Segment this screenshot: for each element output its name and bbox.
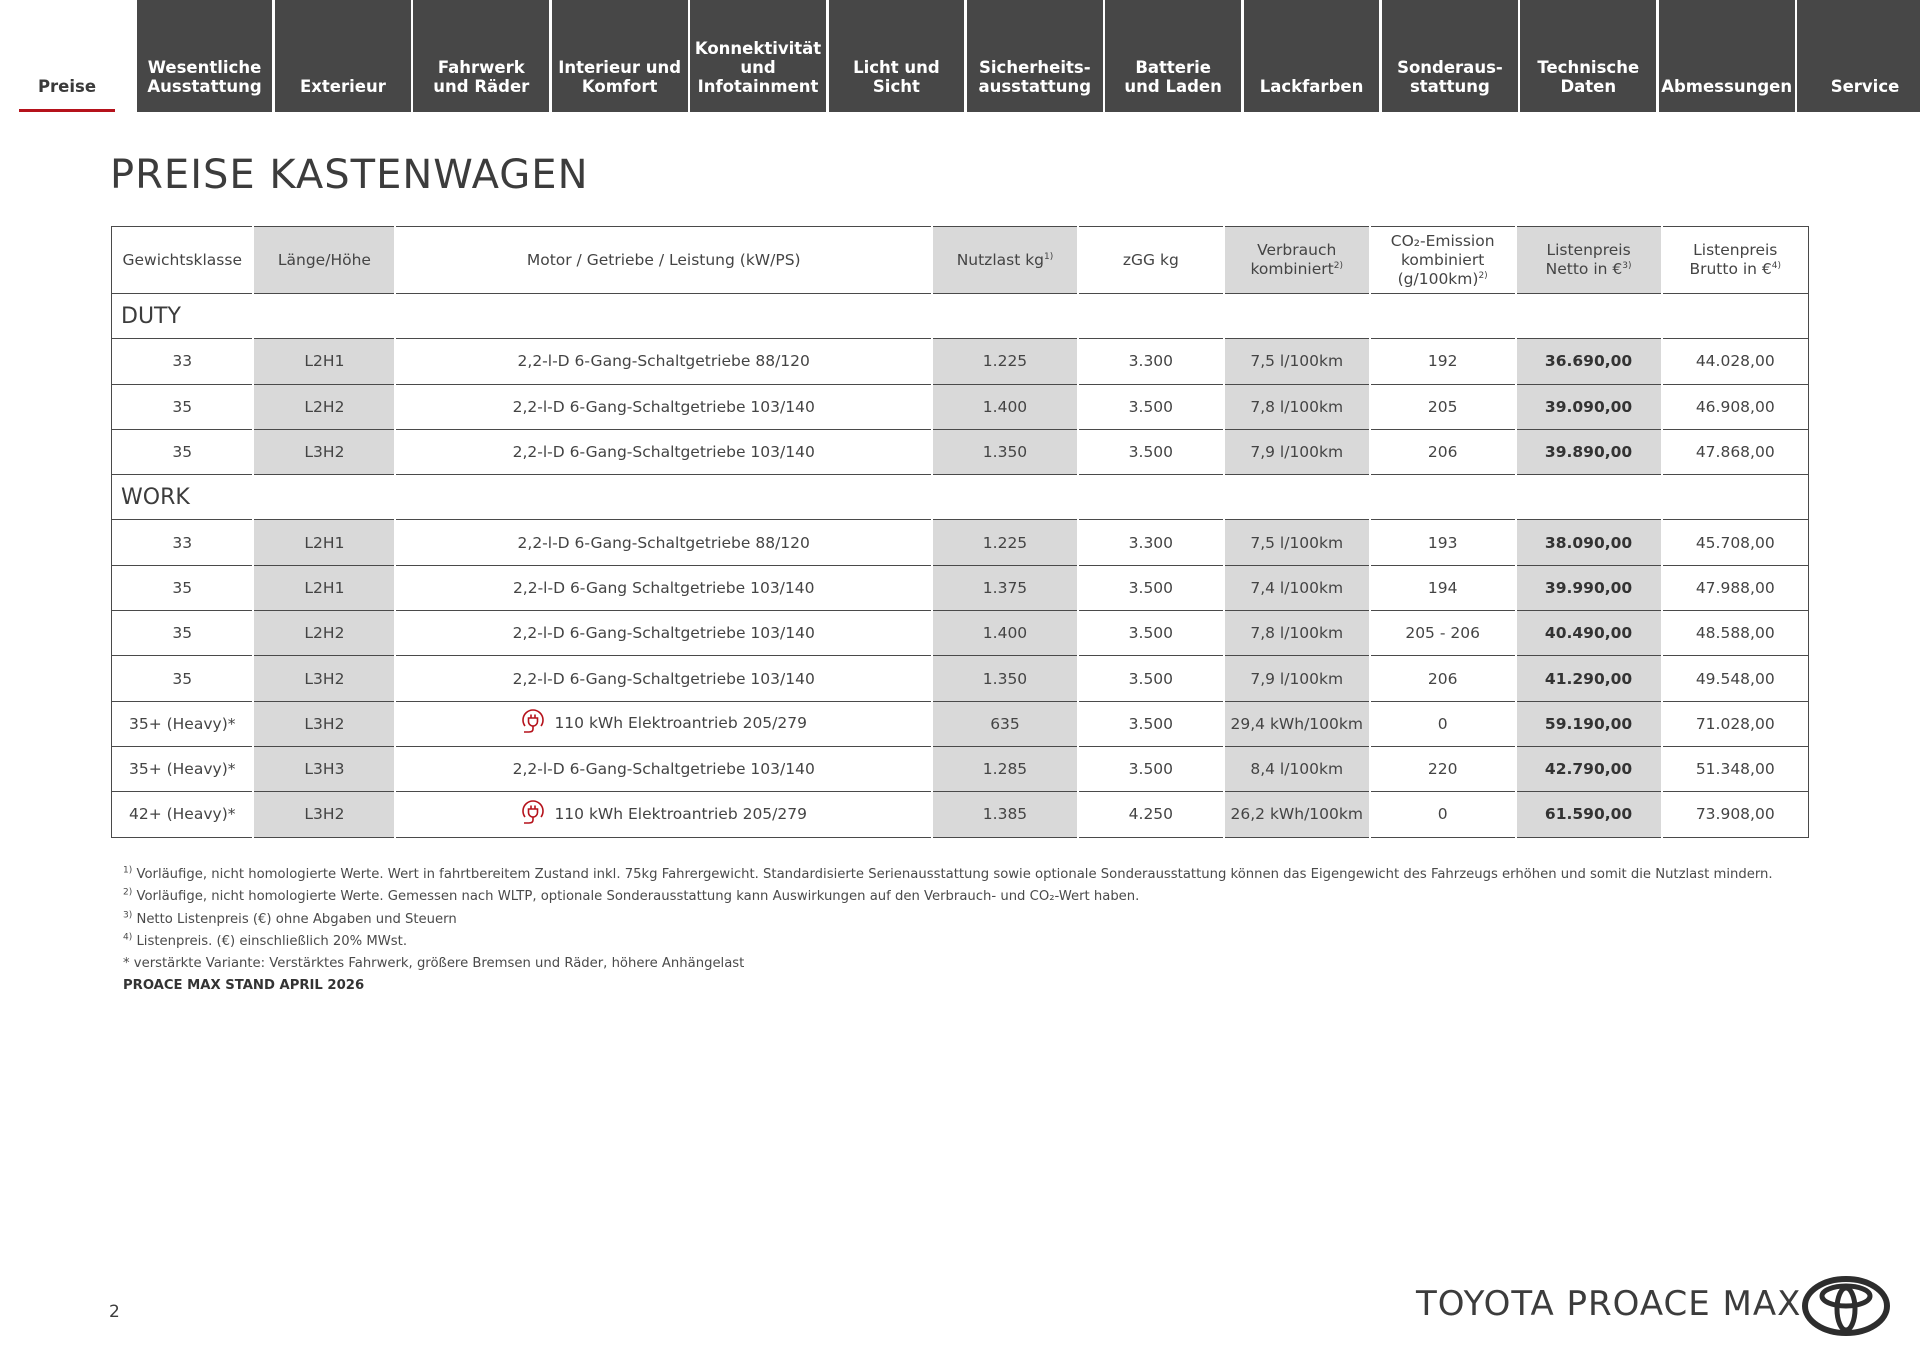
table-row: [112, 384, 1809, 429]
cell-listenpreis-brutto: 47.868,00: [1662, 429, 1809, 474]
footnote-1: $^{1)}$ Vorläufige, nicht homologierte Werte. Wert in fahrtbereitem Zustand inkl. 75kg Fahrergewicht. Standardisierte Serienausstattung sowie optionale Sonderausstattung können das Eigengewicht des Fahrzeugs erhöhen und somit die Nutzlast mindern.: [123, 865, 1773, 882]
cell-zgg: 3.500: [1078, 565, 1224, 610]
tab-sonderaus-stattung[interactable]: Sonderaus- stattung: [1382, 0, 1518, 112]
tab-preise[interactable]: Preise: [0, 0, 134, 112]
tab-interieur-und-komfort[interactable]: Interieur und Komfort: [552, 0, 688, 112]
motor-text: 2,2-l-D 6-Gang Schaltgetriebe 103/140: [512, 578, 815, 597]
cell-zgg: 3.500: [1078, 384, 1224, 429]
cell-listenpreis-netto: 40.490,00: [1516, 611, 1662, 656]
cell-nutzlast: 1.225: [932, 339, 1078, 384]
cell-nutzlast: 1.350: [932, 429, 1078, 474]
cell-gewichtsklasse: 35: [112, 611, 254, 656]
motor-text: 2,2-l-D 6-Gang-Schaltgetriebe 103/140: [512, 443, 815, 462]
cell-laenge-hoehe: L3H3: [253, 746, 395, 791]
tab-sicherheits-ausstattung[interactable]: Sicherheits- ausstattung: [967, 0, 1103, 112]
cell-co2: 194: [1370, 565, 1516, 610]
footnote-4: $^{4)}$ Listenpreis. (€) einschließlich 20% MWst.: [123, 932, 408, 949]
cell-listenpreis-brutto: 71.028,00: [1662, 701, 1809, 746]
cell-laenge-hoehe: L3H2: [253, 429, 395, 474]
cell-gewichtsklasse: 35: [112, 429, 254, 474]
cell-nutzlast: 1.350: [932, 656, 1078, 701]
motor-text: 110 kWh Elektroantrieb 205/279: [554, 714, 807, 733]
header-co2: CO₂-Emission kombiniert $(g/100km)^{2)}$: [1370, 227, 1516, 294]
page-title: PREISE KASTENWAGEN: [110, 152, 589, 198]
cell-co2: 0: [1370, 792, 1516, 837]
cell-laenge-hoehe: L3H2: [253, 792, 395, 837]
cell-zgg: 3.300: [1078, 520, 1224, 565]
cell-nutzlast: 1.385: [932, 792, 1078, 837]
cell-gewichtsklasse: 42+ (Heavy)*: [112, 792, 254, 837]
top-navigation: [0, 0, 1920, 112]
cell-zgg: 3.500: [1078, 701, 1224, 746]
table-row: [112, 746, 1809, 791]
cell-motor: [395, 339, 932, 384]
motor-text: 2,2-l-D 6-Gang-Schaltgetriebe 103/140: [512, 397, 815, 416]
cell-verbrauch: 8,4 l/100km: [1224, 746, 1370, 791]
page-number: 2: [109, 1302, 120, 1322]
cell-zgg: 3.500: [1078, 611, 1224, 656]
group-row-duty: [112, 294, 1809, 339]
header-nutzlast: Nutzlast $kg^{1)}$: [932, 227, 1078, 294]
tab-batterie-und-laden[interactable]: Batterie und Laden: [1105, 0, 1241, 112]
cell-listenpreis-netto: 42.790,00: [1516, 746, 1662, 791]
table-row: [112, 656, 1809, 701]
header-listenpreis-brutto: Listenpreis Brutto in €$^{4)}$: [1662, 227, 1809, 294]
motor-text: 2,2-l-D 6-Gang-Schaltgetriebe 88/120: [517, 533, 810, 552]
cell-co2: 0: [1370, 701, 1516, 746]
cell-co2: 220: [1370, 746, 1516, 791]
cell-zgg: 3.500: [1078, 429, 1224, 474]
cell-motor: [395, 746, 932, 791]
cell-gewichtsklasse: 35+ (Heavy)*: [112, 701, 254, 746]
cell-gewichtsklasse: 33: [112, 339, 254, 384]
brand-name: TOYOTA PROACE MAX: [1416, 1284, 1802, 1324]
cell-listenpreis-brutto: 48.588,00: [1662, 611, 1809, 656]
electric-plug-icon: [520, 800, 546, 826]
cell-gewichtsklasse: 35: [112, 384, 254, 429]
cell-listenpreis-brutto: 44.028,00: [1662, 339, 1809, 384]
cell-zgg: 3.500: [1078, 746, 1224, 791]
footnote-3: $^{3)}$ Netto Listenpreis (€) ohne Abgaben und Steuern: [123, 910, 457, 927]
tab-fahrwerk-und-räder[interactable]: Fahrwerk und Räder: [413, 0, 549, 112]
header-zgg: zGG kg: [1078, 227, 1224, 294]
cell-listenpreis-netto: 61.590,00: [1516, 792, 1662, 837]
header-verbrauch: Verbrauch kombiniert$^{2)}$: [1224, 227, 1370, 294]
cell-co2: 205: [1370, 384, 1516, 429]
cell-laenge-hoehe: L2H2: [253, 384, 395, 429]
motor-text: 110 kWh Elektroantrieb 205/279: [554, 804, 807, 823]
stand-note: PROACE MAX STAND APRIL 2026: [123, 978, 365, 994]
table-row: [112, 339, 1809, 384]
tab-exterieur[interactable]: Exterieur: [275, 0, 411, 112]
cell-motor: [395, 611, 932, 656]
cell-nutzlast: 1.225: [932, 520, 1078, 565]
cell-listenpreis-netto: 36.690,00: [1516, 339, 1662, 384]
cell-verbrauch: 7,8 l/100km: [1224, 611, 1370, 656]
motor-text: 2,2-l-D 6-Gang-Schaltgetriebe 103/140: [512, 624, 815, 643]
cell-motor: [395, 701, 932, 746]
cell-listenpreis-netto: 39.890,00: [1516, 429, 1662, 474]
cell-verbrauch: 7,5 l/100km: [1224, 339, 1370, 384]
table-header-row: [112, 227, 1809, 294]
cell-motor: [395, 384, 932, 429]
cell-laenge-hoehe: L2H2: [253, 611, 395, 656]
cell-listenpreis-netto: 38.090,00: [1516, 520, 1662, 565]
cell-gewichtsklasse: 35+ (Heavy)*: [112, 746, 254, 791]
cell-listenpreis-brutto: 47.988,00: [1662, 565, 1809, 610]
cell-verbrauch: 29,4 kWh/100km: [1224, 701, 1370, 746]
group-label: WORK: [112, 475, 1809, 520]
cell-co2: 193: [1370, 520, 1516, 565]
cell-listenpreis-brutto: 46.908,00: [1662, 384, 1809, 429]
tab-wesentliche-ausstattung[interactable]: Wesentliche Ausstattung: [137, 0, 273, 112]
header-gewichtsklasse: Gewichtsklasse: [112, 227, 254, 294]
table-row: [112, 792, 1809, 837]
cell-verbrauch: 7,8 l/100km: [1224, 384, 1370, 429]
toyota-logo-icon: [1802, 1276, 1890, 1336]
footnotes: [123, 864, 1773, 998]
cell-listenpreis-brutto: 51.348,00: [1662, 746, 1809, 791]
footnote-2: $^{2)}$ Vorläufige, nicht homologierte Werte. Gemessen nach WLTP, optionale Sonderausstattung kann Auswirkungen auf den Verbrauch- und CO₂-Wert haben.: [123, 887, 1140, 905]
cell-gewichtsklasse: 33: [112, 520, 254, 565]
cell-listenpreis-netto: 59.190,00: [1516, 701, 1662, 746]
motor-text: 2,2-l-D 6-Gang-Schaltgetriebe 88/120: [517, 352, 810, 371]
cell-zgg: 3.300: [1078, 339, 1224, 384]
cell-nutzlast: 1.400: [932, 611, 1078, 656]
cell-verbrauch: 7,5 l/100km: [1224, 520, 1370, 565]
cell-listenpreis-netto: 39.990,00: [1516, 565, 1662, 610]
cell-listenpreis-netto: 39.090,00: [1516, 384, 1662, 429]
cell-co2: 206: [1370, 429, 1516, 474]
cell-motor: [395, 792, 932, 837]
cell-motor: [395, 429, 932, 474]
table-row: [112, 611, 1809, 656]
table-row: [112, 520, 1809, 565]
tab-lackfarben[interactable]: Lackfarben: [1244, 0, 1380, 112]
tab-service[interactable]: Service: [1797, 0, 1920, 112]
cell-co2: 192: [1370, 339, 1516, 384]
cell-motor: [395, 565, 932, 610]
cell-verbrauch: 7,4 l/100km: [1224, 565, 1370, 610]
motor-text: 2,2-l-D 6-Gang-Schaltgetriebe 103/140: [512, 760, 815, 779]
cell-verbrauch: 7,9 l/100km: [1224, 656, 1370, 701]
tab-abmessungen[interactable]: Abmessungen: [1659, 0, 1795, 112]
cell-gewichtsklasse: 35: [112, 656, 254, 701]
cell-zgg: 3.500: [1078, 656, 1224, 701]
cell-motor: [395, 656, 932, 701]
cell-laenge-hoehe: L2H1: [253, 565, 395, 610]
cell-nutzlast: 1.400: [932, 384, 1078, 429]
motor-text: 2,2-l-D 6-Gang-Schaltgetriebe 103/140: [512, 669, 815, 688]
cell-verbrauch: 7,9 l/100km: [1224, 429, 1370, 474]
cell-co2: 206: [1370, 656, 1516, 701]
table-row: [112, 565, 1809, 610]
tab-technische-daten[interactable]: Technische Daten: [1520, 0, 1656, 112]
tab-konnektivität-und-infotainment[interactable]: Konnektivität und Infotainment: [690, 0, 826, 112]
header-listenpreis-netto: Listenpreis Netto in €$^{3)}$: [1516, 227, 1662, 294]
price-table: [111, 226, 1809, 838]
cell-nutzlast: 1.285: [932, 746, 1078, 791]
cell-verbrauch: 26,2 kWh/100km: [1224, 792, 1370, 837]
cell-zgg: 4.250: [1078, 792, 1224, 837]
header-motor: Motor / Getriebe / Leistung (kW/PS): [395, 227, 932, 294]
footnote-star: * verstärkte Variante: Verstärktes Fahrwerk, größere Bremsen und Räder, höhere Anhängelast: [123, 956, 745, 972]
table-row: [112, 429, 1809, 474]
cell-listenpreis-netto: 41.290,00: [1516, 656, 1662, 701]
cell-nutzlast: 1.375: [932, 565, 1078, 610]
header-laenge-hoehe: Länge/Höhe: [253, 227, 395, 294]
table-row: [112, 701, 1809, 746]
group-row-work: [112, 475, 1809, 520]
cell-motor: [395, 520, 932, 565]
tab-licht-und-sicht[interactable]: Licht und Sicht: [829, 0, 965, 112]
cell-nutzlast: 635: [932, 701, 1078, 746]
cell-laenge-hoehe: L2H1: [253, 520, 395, 565]
cell-listenpreis-brutto: 73.908,00: [1662, 792, 1809, 837]
cell-listenpreis-brutto: 49.548,00: [1662, 656, 1809, 701]
cell-gewichtsklasse: 35: [112, 565, 254, 610]
cell-co2: 205 - 206: [1370, 611, 1516, 656]
cell-listenpreis-brutto: 45.708,00: [1662, 520, 1809, 565]
cell-laenge-hoehe: L3H2: [253, 701, 395, 746]
cell-laenge-hoehe: L3H2: [253, 656, 395, 701]
cell-laenge-hoehe: L2H1: [253, 339, 395, 384]
electric-plug-icon: [520, 709, 546, 735]
group-label: DUTY: [112, 294, 1809, 339]
